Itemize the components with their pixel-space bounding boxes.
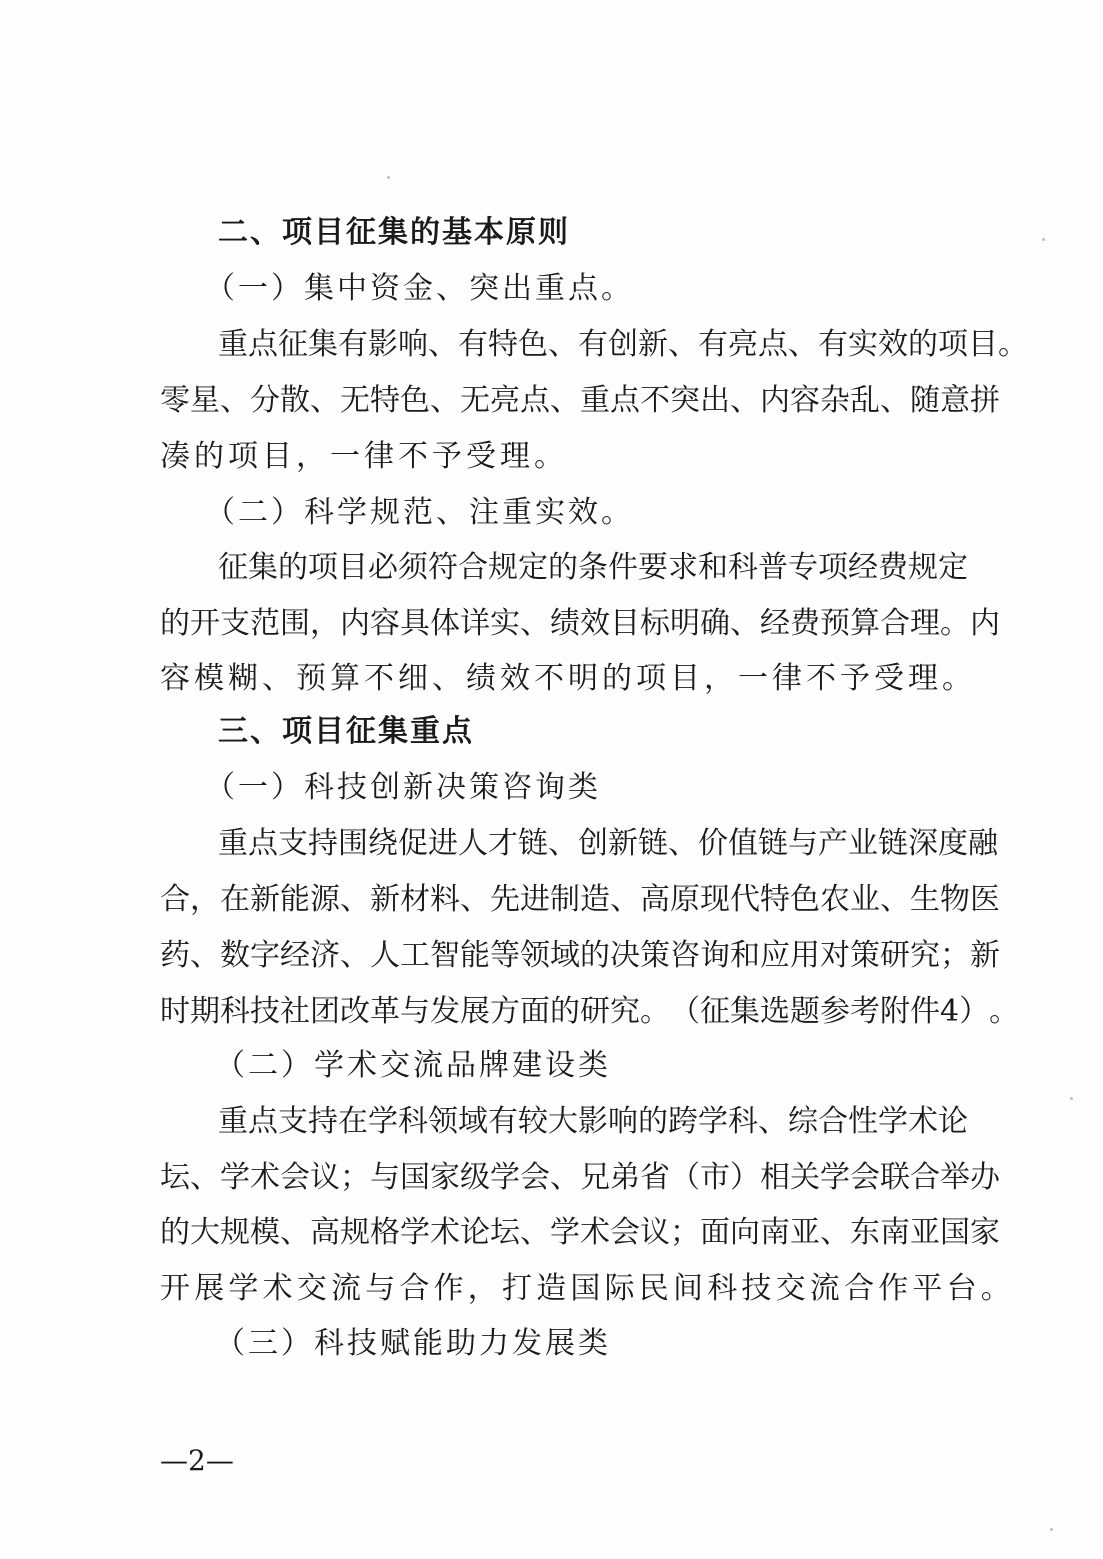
subsection-title: （二）科学规范、注重实效。 — [205, 495, 634, 530]
paragraph-line: 重 点 支 持 在 学 科 领 域 有 较 大 影 响 的 跨 学 科 、 综 合 性 学 术 论 — [218, 1104, 968, 1139]
paragraph-line: 重 点 支 持 围 绕 促 进 人 才 链 、 创 新 链 、 价 值 链 与 产 业 链 深 度 融 — [218, 826, 998, 861]
section-heading-principles: 二、项目征集的基本原则 — [218, 215, 570, 250]
page-number: —2— — [160, 1444, 234, 1477]
subsection-title: （三）科技赋能助力发展类 — [215, 1326, 611, 1361]
paragraph-line: 的 开 支 范 围 ， 内 容 具 体 详 实 、 绩 效 目 标 明 确 、 经 费 预 算 合 理 。 内 — [160, 606, 1000, 641]
scan-speck — [1050, 1528, 1053, 1531]
scan-speck — [1070, 1097, 1073, 1100]
scan-speck — [387, 176, 390, 179]
paragraph-line: 容模糊、预算不细、绩效不明的项目，一律不予受理。 — [160, 661, 976, 696]
paragraph-line: 时 期 科 技 社 团 改 革 与 发 展 方 面 的 研 究 。 （ 征 集 选 题 参 考 附 件 4 ） 。 — [160, 994, 1020, 1029]
subsection-title: （二）学术交流品牌建设类 — [215, 1048, 611, 1083]
section-heading-focus: 三、项目征集重点 — [218, 714, 474, 749]
subsection-title: （一）科技创新决策咨询类 — [205, 770, 601, 805]
paragraph-line: 重 点 征 集 有 影 响 、 有 特 色 、 有 创 新 、 有 亮 点 、 有 实 效 的 项 目 。 — [218, 327, 1028, 362]
paragraph-line: 的 大 规 模 、 高 规 格 学 术 论 坛 、 学 术 会 议 ； 面 向 南 亚 、 东 南 亚 国 家 — [160, 1215, 1000, 1250]
paragraph-line: 凑的项目，一律不予受理。 — [160, 439, 568, 474]
subsection-title: （一）集中资金、突出重点。 — [205, 271, 634, 306]
paragraph-line: 零 星 、 分 散 、 无 特 色 、 无 亮 点 、 重 点 不 突 出 、 内 容 杂 乱 、 随 意 拼 — [160, 383, 1000, 418]
paragraph-line: 征 集 的 项 目 必 须 符 合 规 定 的 条 件 要 求 和 科 普 专 项 经 费 规 定 — [218, 550, 968, 585]
scan-speck — [1042, 238, 1045, 241]
paragraph-line: 药 、 数 字 经 济 、 人 工 智 能 等 领 域 的 决 策 咨 询 和 应 用 对 策 研 究 ； 新 — [160, 938, 1000, 973]
paragraph-line: 合 ， 在 新 能 源 、 新 材 料 、 先 进 制 造 、 高 原 现 代 特 色 农 业 、 生 物 医 — [160, 882, 1000, 917]
paragraph-line: 开展学术交流与合作，打造国际民间科技交流合作平台。 — [160, 1271, 1015, 1306]
paragraph-line: 坛 、 学 术 会 议 ； 与 国 家 级 学 会 、 兄 弟 省 （ 市 ） 相 关 学 会 联 合 举 办 — [160, 1160, 1000, 1195]
